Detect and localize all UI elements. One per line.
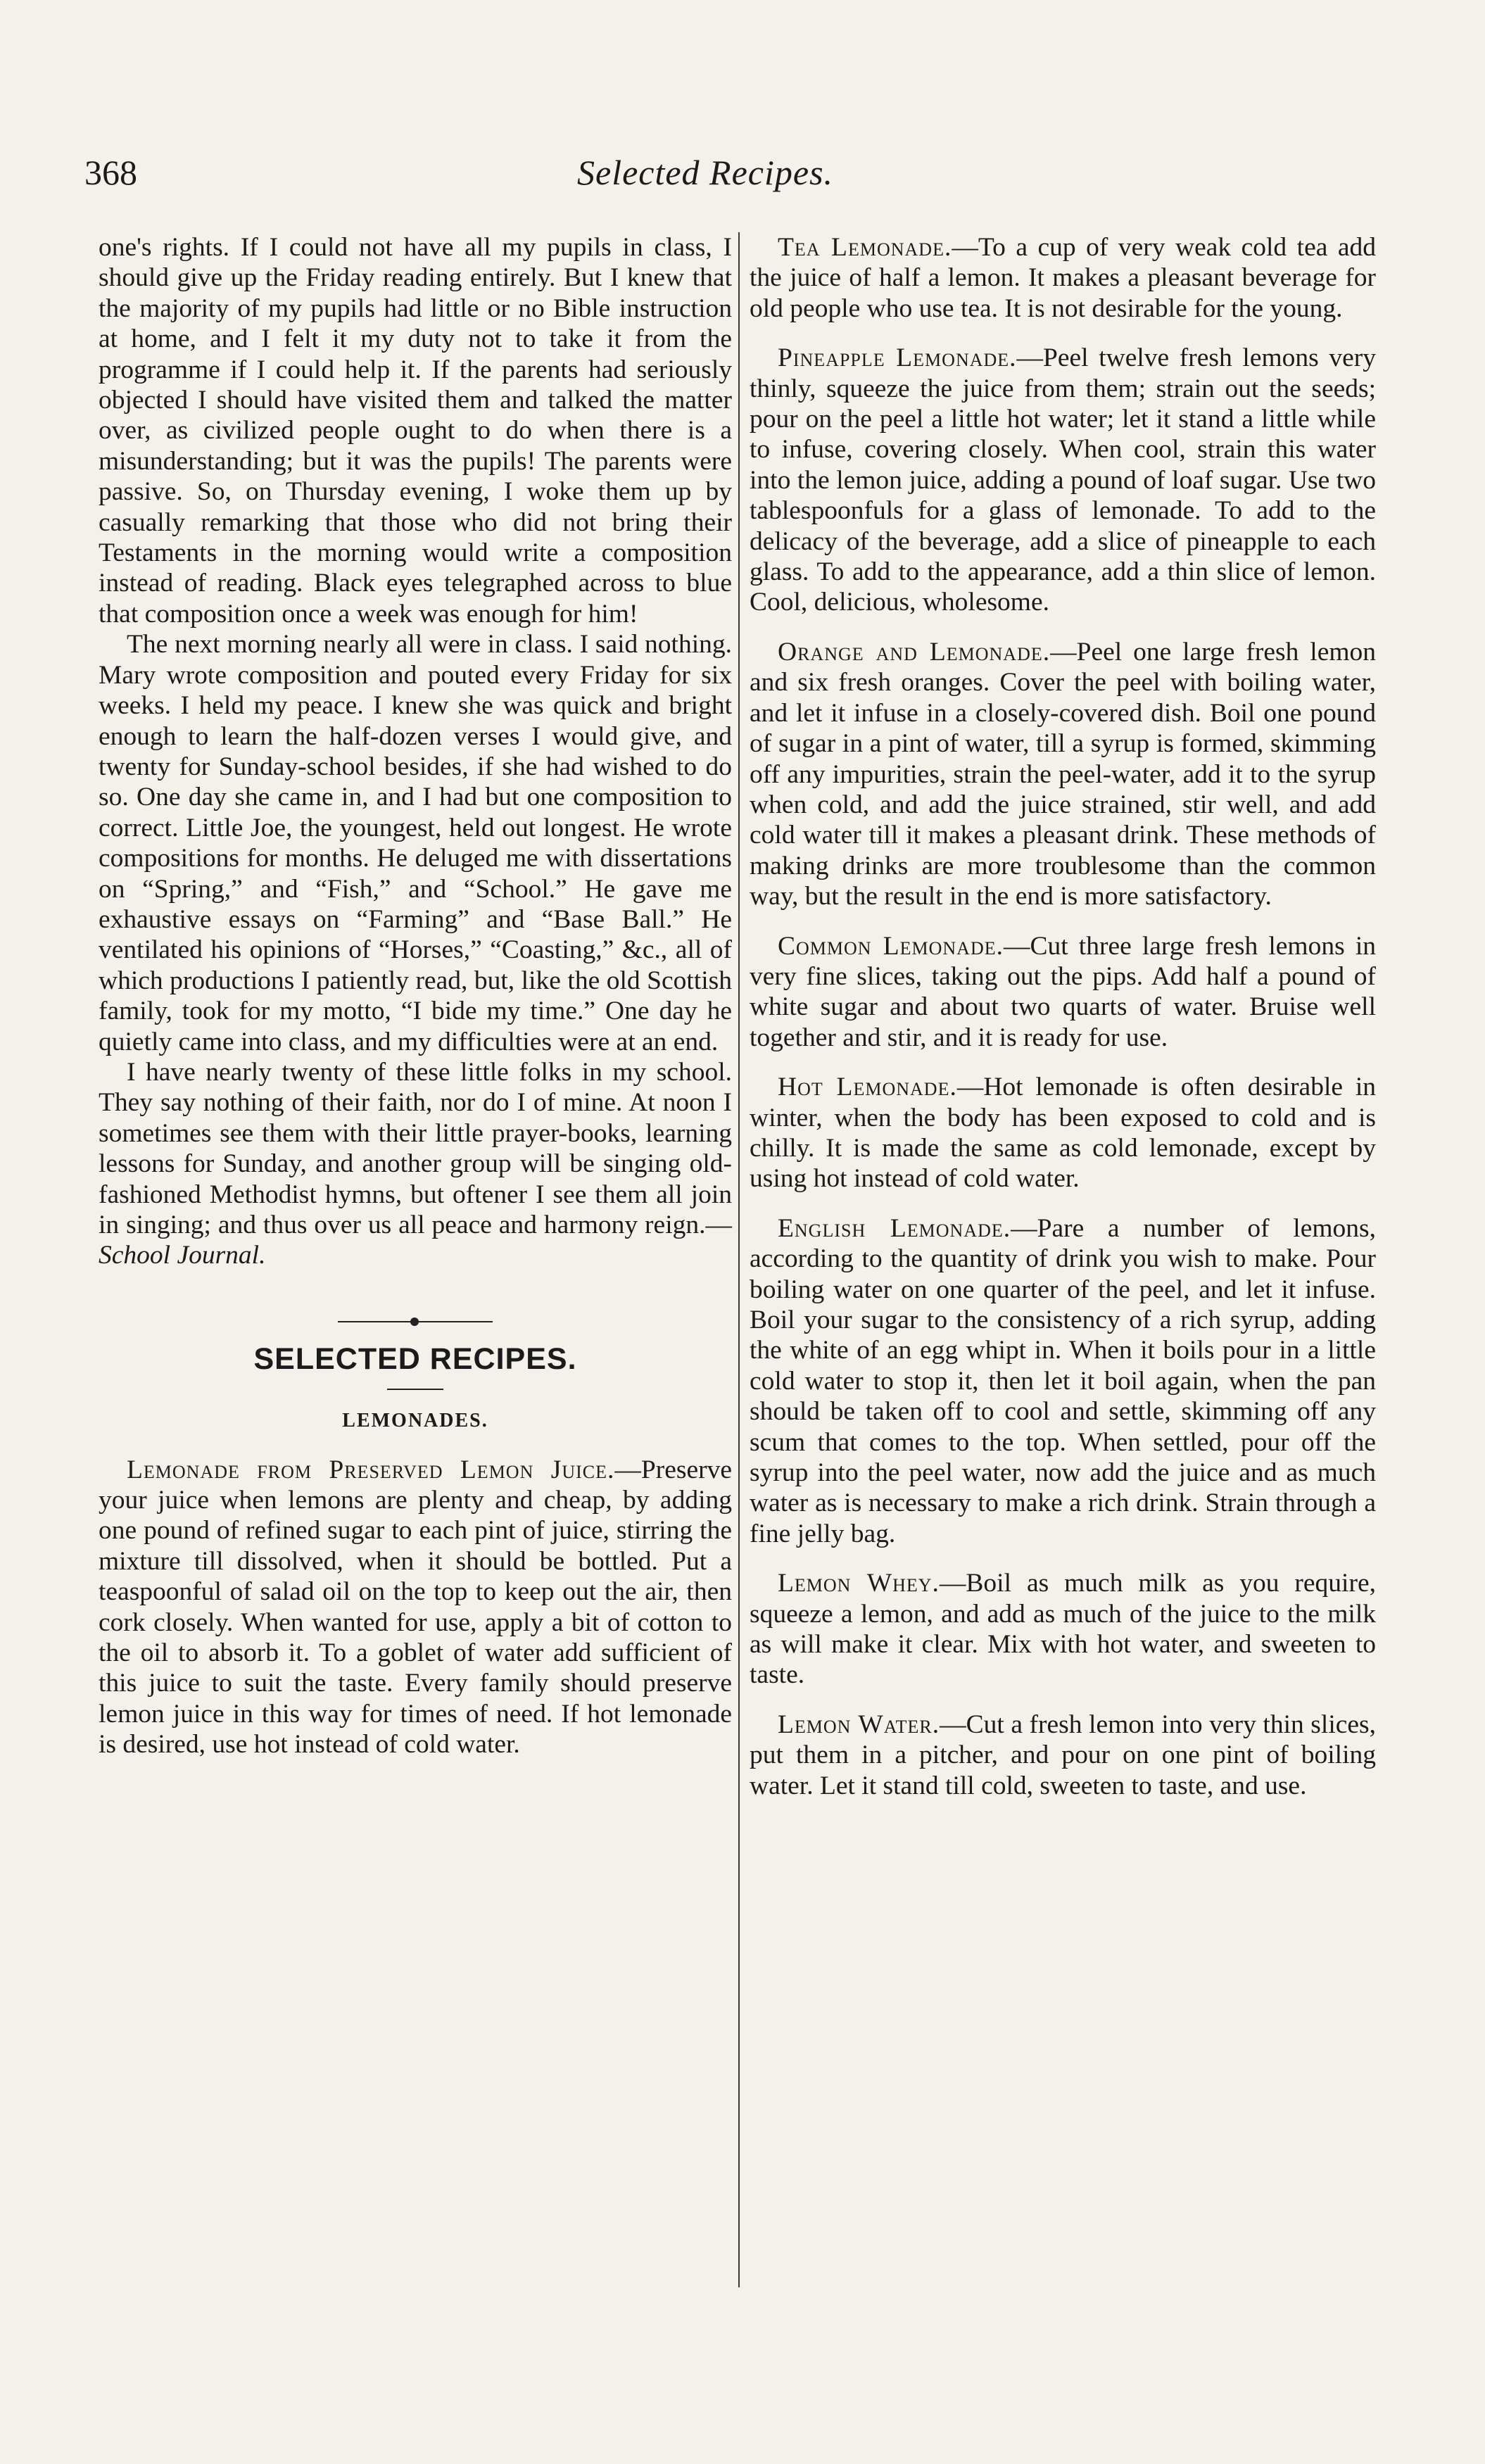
recipe-body: —Peel one large fresh lemon and six fresh oranges. Cover the peel with boiling water, and let it infuse in a closely-covered dish. Boil one pound of sugar in a pint of water, till a syrup is formed, skimming off any impurities, strain the peel-water, add it to the syrup when cold, and add the juice strained, stir well, and add cold water till it makes a pleasant drink. These methods of making drinks are more troublesome than the common way, but the result in the end is more satisfactory. — [750, 637, 1377, 911]
recipe-title: Hot Lemonade. — [778, 1073, 957, 1102]
subsection-title: LEMONADES. — [342, 1410, 488, 1432]
page-header — [84, 152, 1386, 201]
recipe-title: Pineapple Lemonade. — [778, 343, 1017, 373]
recipe-title: English Lemonade. — [778, 1213, 1011, 1243]
recipe-common-lemonade — [750, 931, 1376, 1054]
recipe-body: —Pare a number of lemons, according to the quantity of drink you wish to make. Pour boiling water on one quarter of the peel, and let it infuse. Boil your sugar to the consistency of a rich syrup, adding the white of an egg whipt in. When it boils pour in a little cold water to stop it, then let it boil again, when the pan should be taken off to cool and settle, skimming off any scum that comes to the top. When settled, pour off the syrup into the peel water, now add the juice and as much water as is necessary to make a rich drink. Strain through a fine jelly bag. — [750, 1213, 1376, 1548]
recipe-title: Common Lemonade. — [778, 931, 1004, 961]
recipe-body: —Cut three large fresh lemons in very fine slices, taking out the pips. Add half a pound of white sugar and about two quarts of water. Bruise well together and stir, and it is ready for use. — [750, 931, 1376, 1052]
section-title: SELECTED RECIPES. — [253, 1341, 577, 1376]
recipe-tea-lemonade — [750, 232, 1376, 324]
recipe-lemon-water — [750, 1710, 1376, 1801]
left-column — [99, 232, 732, 1779]
article-paragraph-1: one's rights. If I could not have all my pupils in class, I should give up the Friday reading entirely. But I knew that the majority of my pupils had little or no Bible instruction at home, and I felt it my duty not to take it from the programme if I could help it. If the parents had seriously objected I should have visited them and talked the matter over, as civilized people ought to do when there is a misunderstanding; but it was the pupils! The parents were passive. So, on Thursday evening, I woke them up by casually remarking that those who did not bring their Testaments in the morning would write a composition instead of reading. Black eyes telegraphed across to blue that composition once a week was enough for him! — [99, 233, 732, 628]
recipe-title: Lemon Water. — [778, 1710, 940, 1739]
recipe-english-lemonade — [750, 1213, 1376, 1549]
recipe-title: Lemonade from Preserved Lemon Juice. — [127, 1455, 615, 1484]
recipe-body: —Boil as much milk as you require, squeeze a lemon, and add as much of the juice to the milk as will make it clear. Mix with hot water, and sweeten to taste. — [750, 1569, 1376, 1690]
page-number: 368 — [84, 153, 137, 192]
recipe-title: Lemon Whey. — [778, 1569, 940, 1598]
article-paragraph-2: The next morning nearly all were in class. I said nothing. Mary wrote composition and pouted every Friday for six weeks. I held my peace. I knew she was quick and bright enough to learn the half-dozen verses I would give, and twenty for Sunday-school besides, if she had wished to do so. One day she came in, and I had but one composition to correct. Little Joe, the youngest, held out longest. He wrote compositions for months. He deluged me with dissertations on “Spring,” and “Fish,” and “School.” He gave me exhaustive essays on “Farming” and “Base Ball.” He ventilated his opinions of “Horses,” “Coasting,” &c., all of which productions I patiently read, but, like the old Scottish family, took for my motto, “I bide my time.” One day he quietly came into class, and my difficulties were at an end. — [99, 630, 732, 1056]
article-signature: School Journal. — [99, 1241, 266, 1270]
title-rule — [387, 1389, 443, 1390]
section-divider — [338, 1315, 493, 1329]
divider-ornament — [410, 1318, 419, 1326]
recipe-title: Orange and Lemonade. — [778, 637, 1051, 666]
recipe-body: —To a cup of very weak cold tea add the juice of half a lemon. It makes a pleasant beverage for old people who use tea. It is not desirable for the young. — [750, 233, 1376, 323]
recipe-lemon-whey — [750, 1568, 1376, 1691]
recipe-orange-and-lemonade — [750, 637, 1376, 912]
recipe-body: —Preserve your juice when lemons are plenty and cheap, by adding one pound of refined sugar to each pint of juice, stirring the mixture till dissolved, when it should be bottled. Put a teaspoonful of salad oil on the top to keep out the air, then cork closely. When wanted for use, apply a bit of cotton to the oil to absorb it. To a goblet of water add sufficient of this juice to suit the taste. Every family should preserve lemon juice in this way for times of need. If hot lemonade is desired, use hot instead of cold water. — [99, 1455, 732, 1759]
recipe-body: —Hot lemonade is often desirable in winter, when the body has been exposed to cold and is chilly. It is made the same as cold lemonade, except by using hot instead of cold water. — [750, 1073, 1376, 1194]
recipe-body: —Peel twelve fresh lemons very thinly, squeeze the juice from them; strain out the seeds; pour on the peel a little hot water; let it stand a little while to infuse, covering closely. When cool, strain this water into the lemon juice, adding a pound of loaf sugar. Use two tablespoonfuls for a glass of lemonade. To add to the delicacy of the beverage, add a slice of pineapple to each glass. To add to the appearance, add a thin slice of lemon. Cool, delicious, wholesome. — [750, 343, 1376, 617]
article-paragraph-3 — [99, 1057, 732, 1271]
recipe-title: Tea Lemonade. — [778, 233, 952, 262]
recipe-pineapple-lemonade — [750, 343, 1376, 618]
column-rule — [738, 232, 740, 2287]
running-head: Selected Recipes. — [577, 153, 834, 192]
right-column — [750, 232, 1376, 1820]
recipe-preserved-lemon-juice — [99, 1455, 732, 1760]
recipe-body: —Cut a fresh lemon into very thin slices, put them in a pitcher, and pour on one pint of boiling water. Let it stand till cold, sweeten to taste, and use. — [750, 1710, 1376, 1800]
recipe-hot-lemonade — [750, 1072, 1376, 1194]
article-paragraph-3-text: I have nearly twenty of these little folks in my school. They say nothing of their faith, nor do I of mine. At noon I sometimes see them with their little prayer-books, learning lessons for Sunday, and another group will be singing old-fashioned Methodist hymns, but oftener I see them all join in singing; and thus over us all peace and harmony reign.— — [99, 1057, 732, 1239]
